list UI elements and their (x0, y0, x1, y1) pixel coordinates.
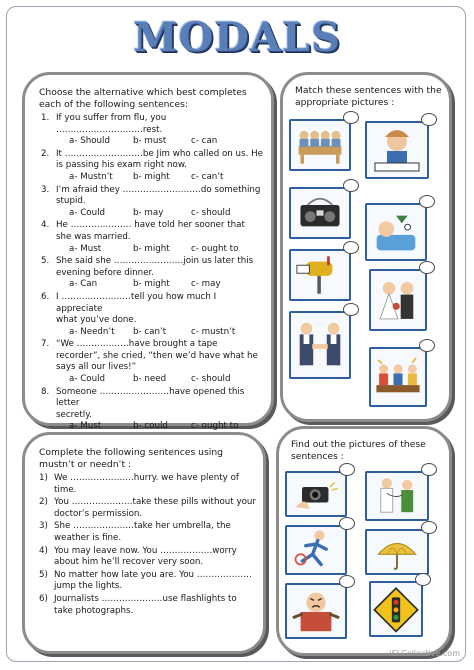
question-text: It ………………………be Jim who called on us. He (56, 148, 263, 159)
page-title: MODALS (133, 14, 341, 61)
angry-man-icon (287, 585, 345, 637)
sentence-text: You …………………take these pills without your (54, 497, 256, 508)
sentence-number: 4) (39, 545, 48, 556)
question-number: 6. (41, 291, 50, 302)
answer-options (39, 208, 263, 220)
match-pictures-panel (280, 72, 452, 422)
sentence-number (39, 533, 54, 545)
umbrella-picture[interactable] (365, 529, 429, 575)
question-text: is passing his exam right now. (56, 160, 187, 171)
question-text: If you suffer from flu, you (56, 113, 167, 123)
sentence-number (39, 581, 54, 593)
question-text: He ………………… have told her sooner that (56, 220, 245, 231)
wedding-couple-picture[interactable] (369, 269, 427, 331)
sentence-text: You may leave now. You ………………worry (54, 545, 237, 556)
question-item (39, 185, 263, 220)
answer-options (39, 136, 263, 148)
answer-option[interactable]: b- may (133, 207, 164, 218)
sentence-text: doctor’s permission. (54, 508, 143, 519)
answer-option[interactable]: b- could (133, 421, 168, 432)
sentence-item (39, 521, 257, 544)
question-item (39, 387, 263, 433)
answer-bubble[interactable] (343, 111, 359, 124)
question-line (39, 351, 263, 363)
question-line (39, 196, 263, 208)
question-text: recorder”, she cried, “then we’d have what he (56, 350, 258, 361)
sentence-number: 2) (39, 497, 48, 508)
question-item (39, 220, 263, 255)
question-number: 8. (41, 386, 50, 397)
camera-hand-picture[interactable] (285, 471, 347, 517)
question-line (39, 339, 263, 351)
answer-option[interactable]: a- Should (69, 136, 110, 147)
answer-bubble[interactable] (339, 517, 355, 530)
sentence-line (39, 581, 257, 593)
question-text: She said she ……………………join us later this (56, 256, 254, 267)
answer-option[interactable]: a- Needn’t (69, 326, 115, 337)
worried-student-icon (367, 123, 427, 177)
mailbox-letter-picture[interactable] (289, 249, 351, 301)
question-text: evening before dinner. (56, 267, 155, 278)
doctor-patient-picture[interactable] (365, 471, 429, 521)
sentence-line (39, 546, 257, 558)
answer-option[interactable]: a- Can (69, 279, 98, 290)
answer-bubble[interactable] (419, 339, 435, 352)
sentence-number: 6) (39, 593, 48, 604)
sentence-item (39, 570, 257, 593)
wedding-couple-icon (371, 271, 425, 329)
multiple-choice-instructions: Choose the alternative which best completes each of the following sentences: (39, 87, 247, 110)
question-number (39, 125, 56, 137)
question-line (39, 387, 263, 410)
sentence-text: jump the lights. (54, 581, 123, 592)
sentence-item (39, 497, 257, 520)
question-number: 4. (41, 220, 50, 231)
question-number (39, 196, 56, 208)
sentence-list (39, 473, 257, 617)
question-line (39, 232, 263, 244)
question-line (39, 292, 263, 315)
complete-sentences-panel (22, 432, 266, 654)
answer-option[interactable]: a- Mustn’t (69, 171, 113, 182)
sentence-number: 5) (39, 569, 48, 580)
question-text: I’m afraid they ………………………do something (56, 184, 261, 195)
answer-option[interactable]: c- should (191, 207, 231, 218)
sentence-number: 1) (39, 473, 48, 483)
question-number (39, 362, 56, 374)
sentence-text: about him he’ll recover very soon. (54, 557, 204, 568)
question-text: Someone ……………………have opened this letter (56, 386, 245, 409)
question-line (39, 149, 263, 161)
mailbox-letter-icon (291, 251, 349, 299)
question-number (39, 351, 56, 363)
party-picture[interactable] (369, 347, 427, 407)
sentence-item (39, 594, 257, 617)
sentence-line (39, 485, 257, 497)
question-line (39, 113, 263, 125)
question-text: …………………………rest. (56, 124, 163, 135)
answer-option[interactable]: c- ought to (191, 421, 239, 432)
question-number (39, 232, 56, 244)
sentence-line (39, 594, 257, 606)
question-number: 3. (41, 184, 50, 195)
sentence-line (39, 509, 257, 521)
answer-options (39, 244, 263, 256)
sentence-line (39, 473, 257, 485)
question-number (39, 410, 56, 422)
question-line (39, 410, 263, 422)
answer-bubble[interactable] (339, 463, 355, 476)
question-text: I ……………………tell you how much I appreciate (56, 291, 217, 314)
sentence-text: No matter how late you are. You ………………. (54, 569, 252, 580)
question-item (39, 292, 263, 338)
doctor-patient-icon (367, 473, 427, 519)
question-number (39, 315, 56, 327)
sentence-text: Journalists …………………use flashlights to (54, 593, 237, 604)
question-number: 5. (41, 256, 50, 267)
answer-bubble[interactable] (419, 195, 435, 208)
party-icon (371, 349, 425, 405)
answer-option[interactable]: c- mustn’t (191, 326, 236, 337)
umbrella-icon (367, 531, 427, 573)
watermark: iSLCollective.com (389, 649, 460, 658)
sentence-text: We ………………….hurry. we have plenty of (54, 473, 239, 483)
question-number (39, 160, 56, 172)
question-line (39, 185, 263, 197)
handshake-icon (291, 313, 349, 377)
question-item (39, 339, 263, 385)
answer-bubble[interactable] (339, 575, 355, 588)
answer-option[interactable]: c- can’t (191, 171, 224, 182)
family-dinner-icon (291, 121, 349, 169)
question-line (39, 362, 263, 374)
sentence-line (39, 533, 257, 545)
sentence-number (39, 606, 54, 618)
answer-option[interactable]: a- Could (69, 374, 106, 385)
question-text: says all our lives!” (56, 362, 137, 373)
camera-hand-icon (287, 473, 345, 515)
sentence-number: 3) (39, 521, 48, 532)
sentence-line (39, 521, 257, 533)
traffic-light-sign-icon (371, 583, 421, 635)
sentence-number (39, 557, 54, 569)
answer-bubble[interactable] (343, 241, 359, 254)
question-line (39, 268, 263, 280)
answer-option[interactable]: a- Must (69, 243, 102, 254)
question-line (39, 160, 263, 172)
answer-option[interactable]: b- might (133, 279, 170, 290)
sentence-line (39, 606, 257, 618)
sentence-line (39, 570, 257, 582)
answer-option[interactable]: a- Could (69, 207, 106, 218)
answer-bubble[interactable] (415, 573, 431, 586)
find-pictures-panel (276, 426, 452, 656)
traffic-light-sign-picture[interactable] (369, 581, 423, 637)
family-dinner-picture[interactable] (289, 119, 351, 171)
handshake-picture[interactable] (289, 311, 351, 379)
answer-bubble[interactable] (343, 179, 359, 192)
answer-options (39, 374, 263, 386)
sentence-text: She …………………take her umbrella, the (54, 521, 231, 532)
sentence-item (39, 473, 257, 496)
question-text: “We ………………have brought a tape (56, 339, 218, 350)
answer-bubble[interactable] (419, 261, 435, 274)
sentence-text: weather is fine. (54, 532, 122, 543)
running-man-picture[interactable] (285, 525, 347, 575)
sentence-line (39, 497, 257, 509)
complete-instructions: Complete the following sentences using mustn’t or needn’t : (39, 447, 223, 470)
answer-option[interactable]: c- may (191, 279, 221, 290)
sick-person-icon (367, 205, 425, 259)
question-item (39, 256, 263, 291)
tape-recorder-icon (291, 189, 349, 237)
question-line (39, 125, 263, 137)
question-item (39, 149, 263, 184)
answer-option[interactable]: b- must (133, 136, 167, 147)
answer-options (39, 279, 263, 291)
answer-bubble[interactable] (343, 303, 359, 316)
question-list (39, 113, 263, 433)
question-text: what you’ve done. (56, 315, 137, 326)
question-number (39, 268, 56, 280)
question-number: 7. (41, 339, 50, 350)
answer-option[interactable]: c- should (191, 374, 231, 385)
multiple-choice-panel (22, 72, 274, 432)
answer-option[interactable]: c- ought to (191, 243, 239, 254)
sentence-number (39, 485, 54, 497)
tape-recorder-picture[interactable] (289, 187, 351, 239)
question-text: stupid. (56, 196, 86, 207)
find-instructions: Find out the pictures of these sentences : (291, 439, 426, 462)
match-instructions: Match these sentences with the appropriate pictures : (295, 85, 442, 108)
question-line (39, 220, 263, 232)
question-line (39, 256, 263, 268)
question-text: she was married. (56, 231, 131, 242)
answer-bubble[interactable] (421, 521, 437, 534)
worried-student-picture[interactable] (365, 121, 429, 179)
answer-bubble[interactable] (421, 113, 437, 126)
question-number: 2. (41, 148, 50, 159)
answer-options (39, 327, 263, 339)
answer-option[interactable]: b- can’t (133, 326, 167, 337)
answer-options (39, 172, 263, 184)
question-text: secretly. (56, 409, 92, 420)
sentence-line (39, 557, 257, 569)
answer-option[interactable]: b- might (133, 243, 170, 254)
question-item (39, 113, 263, 148)
answer-bubble[interactable] (421, 463, 437, 476)
sentence-text: take photographs. (54, 605, 134, 616)
answer-option[interactable]: a- Must (69, 421, 102, 432)
sentence-number (39, 509, 54, 521)
angry-man-picture[interactable] (285, 583, 347, 639)
question-number: 1. (41, 113, 50, 123)
sick-person-picture[interactable] (365, 203, 427, 261)
answer-option[interactable]: c- can (191, 136, 218, 147)
question-line (39, 315, 263, 327)
sentence-text: time. (54, 484, 77, 495)
answer-option[interactable]: b- need (133, 374, 167, 385)
sentence-item (39, 546, 257, 569)
answer-option[interactable]: b- might (133, 171, 170, 182)
running-man-icon (287, 527, 345, 573)
